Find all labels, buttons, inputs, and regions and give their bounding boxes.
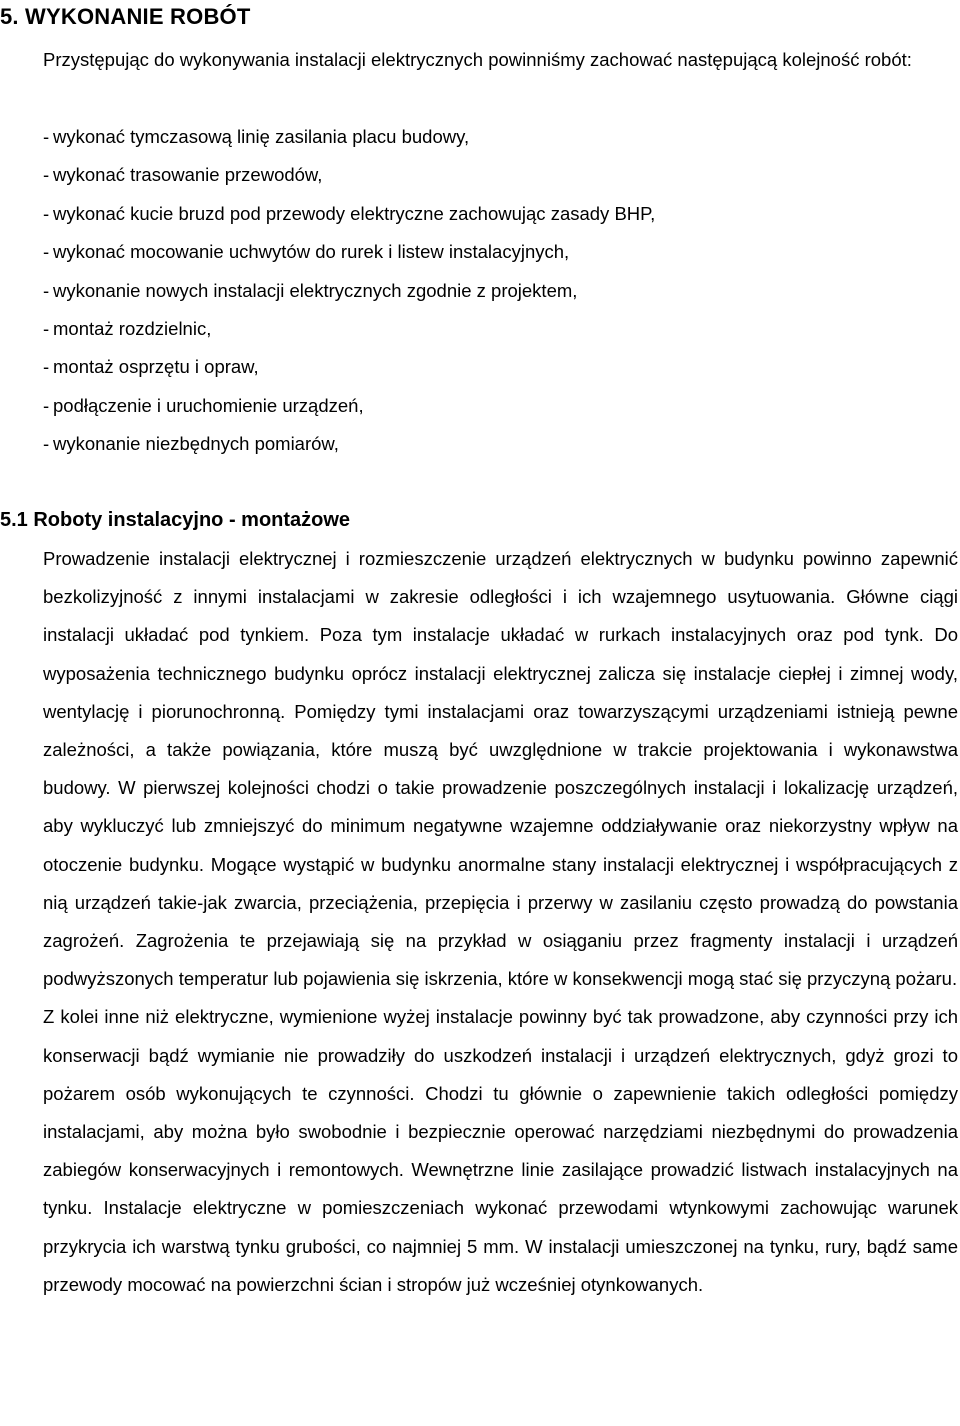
body-paragraph: Prowadzenie instalacji elektrycznej i rozmieszczenie urządzeń elektrycznych w budynku powinno zapewnić bezkolizyjność z innymi instalacjami w zakresie odległości i ich wzajemnego usytuowania. Główne ciągi instalacji układać pod tynkiem. Poza tym instalacje układać w rurkach instalacyjnych oraz pod tynk. Do wyposażenia technicznego budynku oprócz instalacji elektrycznej zalicza się instalacje ciepłej i zimnej wody, wentylację i piorunochronną. Pomiędzy tymi instalacjami oraz towarzyszącymi urządzeniami istnieją pewne zależności, a także powiązania, które muszą być uwzględnione w trakcie projektowania i wykonawstwa budowy. W pierwszej kolejności chodzi o takie prowadzenie poszczególnych instalacji i lokalizację urządzeń, aby wykluczyć lub zmniejszyć do minimum negatywne wzajemne oddziaływanie oraz niekorzystny wpływ na otoczenie budynku. Mogące wystąpić w budynku anormalne stany instalacji elektrycznej i współpracujących z nią urządzeń takie-jak zwarcia, przeciążenia, przepięcia i przerwy w zasilaniu często prowadzą do powstania zagrożeń. Zagrożenia te przejawiają się na przykład w osiąganiu przez fragmenty instalacji i urządzeń podwyższonych temperatur lub pojawienia się iskrzenia, które w konsekwencji mogą stać się przyczyną pożaru. xyxy=(43,548,958,990)
list-item xyxy=(43,233,655,271)
list-item xyxy=(43,118,655,156)
list-item-text: wykonanie nowych instalacji elektrycznych zgodnie z projektem, xyxy=(53,279,578,301)
dash-marker: - xyxy=(43,126,50,147)
dash-marker: - xyxy=(43,164,50,186)
dash-marker: - xyxy=(43,356,50,378)
list-item-text: montaż osprzętu i opraw, xyxy=(53,356,259,378)
dash-marker: - xyxy=(43,202,50,224)
list-item-text: wykonanie niezbędnych pomiarów, xyxy=(53,433,339,455)
list-item-text: wykonać mocowanie uchwytów do rurek i listew instalacyjnych, xyxy=(53,241,570,263)
list-item xyxy=(43,310,655,348)
list-item xyxy=(43,387,655,425)
list-item xyxy=(43,348,655,386)
section-heading: 5. WYKONANIE ROBÓT xyxy=(0,4,251,29)
work-steps-list xyxy=(43,118,655,464)
list-item xyxy=(43,156,655,194)
dash-marker: - xyxy=(43,279,50,301)
dash-marker: - xyxy=(43,241,50,263)
list-item-text: podłączenie i uruchomienie urządzeń, xyxy=(53,394,364,416)
list-item xyxy=(43,425,655,463)
list-item xyxy=(43,195,655,233)
body-paragraph: Z kolei inne niż elektryczne, wymienione wyżej instalacje powinny być tak prowadzone, aby czynności przy ich konserwacji bądź wymianie nie prowadziły do uszkodzeń instalacji i urządzeń elektrycznych, gdyż grozi to pożarem osób wykonujących te czynności. Chodzi tu głównie o zapewnienie takich odległości pomiędzy instalacjami, aby można było swobodnie i bezpiecznie operować narzędziami niezbędnymi do prowadzenia zabiegów konserwacyjnych i remontowych. Wewnętrzne linie zasilające prowadzić listwach instalacyjnych na tynku. Instalacje elektryczne w pomieszczeniach wykonać przewodami wtynkowymi zachowując warunek przykrycia ich warstwą tynku grubości, co najmniej 5 mm. W instalacji umieszczonej na tynku, rury, bądź same przewody mocować na powierzchni ścian i stropów już wcześniej otynkowanych. xyxy=(43,1006,958,1295)
list-item-text: montaż rozdzielnic, xyxy=(53,317,212,339)
list-item-text: wykonać trasowanie przewodów, xyxy=(53,164,323,186)
dash-marker: - xyxy=(43,317,50,339)
intro-paragraph: Przystępując do wykonywania instalacji elektrycznych powinniśmy zachować następującą kolejność robót: xyxy=(43,49,912,70)
subsection-body xyxy=(43,540,958,1304)
dash-marker: - xyxy=(43,394,50,416)
list-item-text: wykonać kucie bruzd pod przewody elektryczne zachowując zasady BHP, xyxy=(53,202,656,224)
subsection-heading: 5.1 Roboty instalacyjno - montażowe xyxy=(0,509,351,531)
list-item xyxy=(43,272,655,310)
dash-marker: - xyxy=(43,433,50,455)
list-item-text: wykonać tymczasową linię zasilania placu budowy, xyxy=(53,126,470,147)
